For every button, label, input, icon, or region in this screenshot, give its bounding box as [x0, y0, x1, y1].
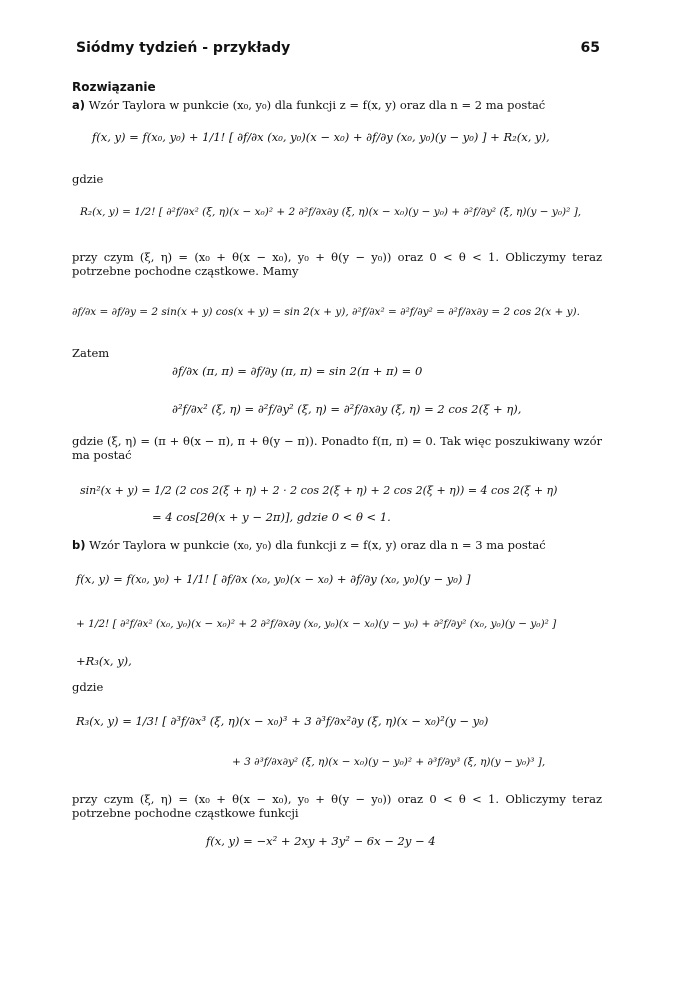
- equation-sin-squared: sin²(x + y) = 1/2 (2 cos 2(ξ + η) + 2 · 2 cos 2(ξ + η) + 2 cos 2(ξ + η)) = 4 cos 2(ξ + η): [80, 484, 558, 497]
- equation-taylor-n3-line2: + 1/2! [ ∂²f/∂x² (x₀, y₀)(x − x₀)² + 2 ∂²f/∂x∂y (x₀, y₀)(x − x₀)(y − y₀) + ∂²f/∂y² (x₀, y₀)(y − y₀)² ]: [76, 618, 557, 630]
- running-title: Siódmy tydzień - przykłady: [76, 40, 291, 56]
- equation-final-a: = 4 cos[2θ(x + y − 2π)], gdzie 0 < θ < 1.: [152, 510, 391, 524]
- part-b-label: b): [72, 538, 86, 552]
- equation-taylor-n3-line3: +R₃(x, y),: [76, 654, 132, 668]
- part-a-intro: [72, 98, 602, 112]
- equation-second-at-xi: ∂²f/∂x² (ξ, η) = ∂²f/∂y² (ξ, η) = ∂²f/∂x∂y (ξ, η) = 2 cos 2(ξ + η),: [172, 402, 522, 416]
- zatem: Zatem: [72, 346, 110, 360]
- part-a-intro-text: Wzór Taylora w punkcie (x₀, y₀) dla funkcji z = f(x, y) oraz dla n = 2 ma postać: [88, 98, 546, 112]
- equation-taylor-n3-line1: f(x, y) = f(x₀, y₀) + 1/1! [ ∂f/∂x (x₀, y₀)(x − x₀) + ∂f/∂y (x₀, y₀)(y − y₀) ]: [76, 572, 471, 586]
- equation-remainder-r3-line1: R₃(x, y) = 1/3! [ ∂³f/∂x³ (ξ, η)(x − x₀)³ + 3 ∂³f/∂x²∂y (ξ, η)(x − x₀)²(y − y₀): [76, 714, 489, 728]
- page-number: 65: [580, 40, 600, 56]
- equation-remainder-r2: R₂(x, y) = 1/2! [ ∂²f/∂x² (ξ, η)(x − x₀)² + 2 ∂²f/∂x∂y (ξ, η)(x − x₀)(y − y₀) + ∂²f/∂y² (ξ, η)(y − y₀)² ],: [80, 206, 582, 218]
- equation-partials-a: ∂f/∂x = ∂f/∂y = 2 sin(x + y) cos(x + y) = sin 2(x + y), ∂²f/∂x² = ∂²f/∂y² = ∂²f/∂x∂y = 2 cos 2(x + y).: [72, 306, 580, 318]
- equation-remainder-r3-line2: + 3 ∂³f/∂x∂y² (ξ, η)(x − x₀)(y − y₀)² + ∂³f/∂y³ (ξ, η)(y − y₀)³ ],: [232, 756, 546, 768]
- equation-taylor-n2: f(x, y) = f(x₀, y₀) + 1/1! [ ∂f/∂x (x₀, y₀)(x − x₀) + ∂f/∂y (x₀, y₀)(y − y₀) ] + R₂(x, y),: [92, 130, 550, 144]
- part-b-intro-text: Wzór Taylora w punkcie (x₀, y₀) dla funkcji z = f(x, y) oraz dla n = 3 ma postać: [89, 538, 546, 552]
- equation-function-b: f(x, y) = −x² + 2xy + 3y² − 6x − 2y − 4: [206, 834, 436, 848]
- gdzie-1: gdzie: [72, 172, 104, 186]
- text-condition-b: przy czym (ξ, η) = (x₀ + θ(x − x₀), y₀ + θ(y − y₀)) oraz 0 < θ < 1. Obliczymy teraz potrzebne pochodne cząstkowe funkcji: [72, 792, 602, 821]
- part-b-intro: [72, 538, 602, 552]
- text-substitution-a: gdzie (ξ, η) = (π + θ(x − π), π + θ(y − π)). Ponadto f(π, π) = 0. Tak więc poszukiwany wzór ma postać: [72, 434, 602, 463]
- section-title: Rozwiązanie: [72, 80, 156, 94]
- text-condition-a: przy czym (ξ, η) = (x₀ + θ(x − x₀), y₀ + θ(y − y₀)) oraz 0 < θ < 1. Obliczymy teraz potrzebne pochodne cząstkowe. Mamy: [72, 250, 602, 279]
- part-a-label: a): [72, 98, 86, 112]
- gdzie-2: gdzie: [72, 680, 104, 694]
- equation-first-at-pi: ∂f/∂x (π, π) = ∂f/∂y (π, π) = sin 2(π + π) = 0: [172, 364, 423, 378]
